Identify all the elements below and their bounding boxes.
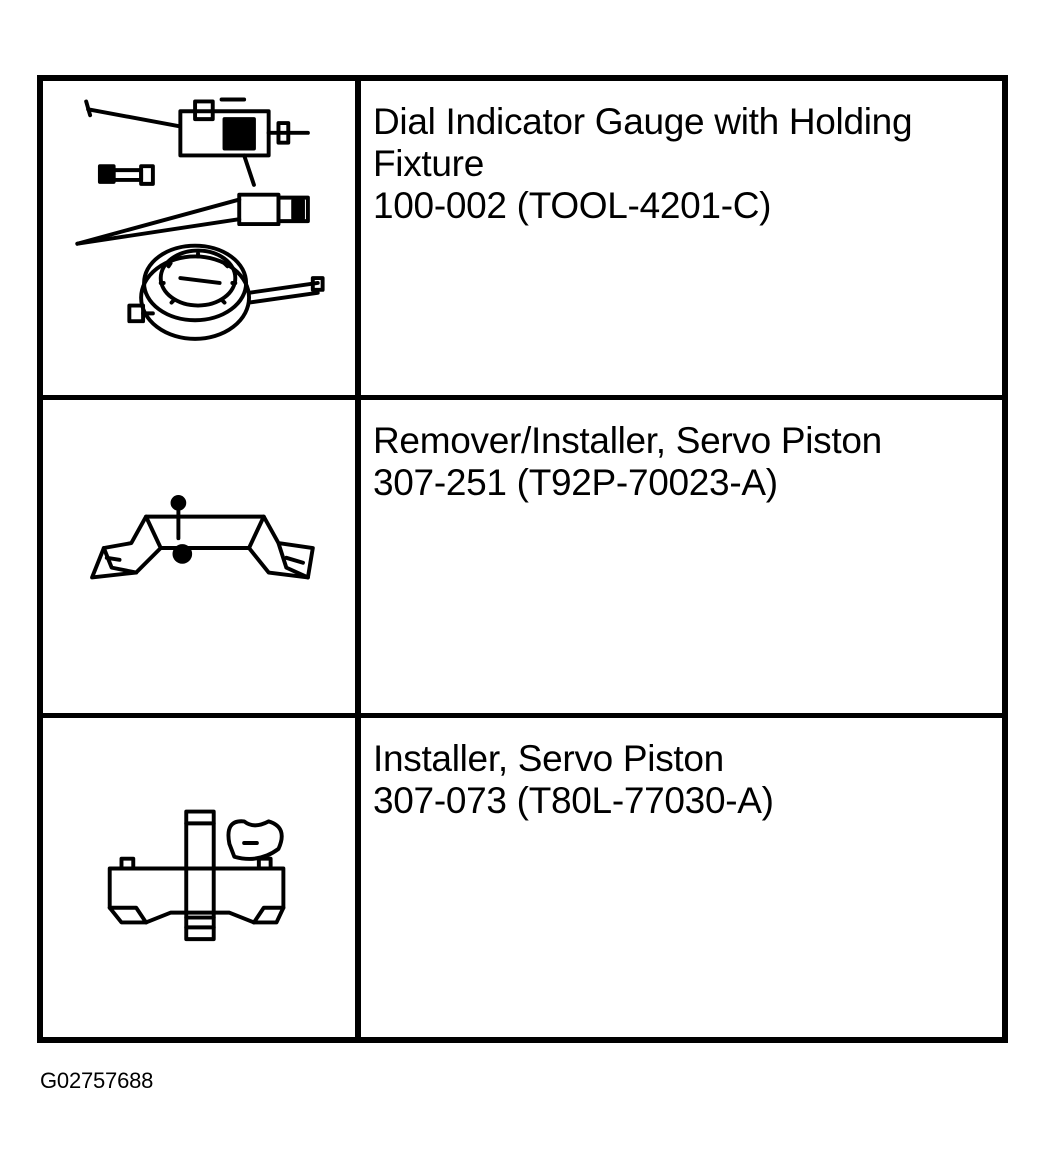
tool-description-installer xyxy=(361,718,1002,1037)
tool-name: Remover/Installer, Servo Piston xyxy=(373,419,882,461)
dial-indicator-gauge-icon xyxy=(43,81,355,395)
tool-number: 307-073 (T80L-77030-A) xyxy=(373,780,774,822)
tool-description-remover-installer xyxy=(361,400,1002,719)
figure-id: G02757688 xyxy=(40,1068,154,1093)
tool-name-continued: Fixture xyxy=(373,143,484,184)
tool-illustration-remover-installer xyxy=(43,400,361,719)
tool-number: 100-002 (TOOL-4201-C) xyxy=(373,185,772,226)
servo-piston-installer-icon xyxy=(43,718,355,1037)
servo-piston-remover-installer-icon xyxy=(43,400,355,714)
tool-number: 307-251 (T92P-70023-A) xyxy=(373,461,778,503)
tool-illustration-installer xyxy=(43,718,361,1037)
tool-name: Dial Indicator Gauge with Holding xyxy=(373,101,913,142)
tool-illustration-dial-indicator xyxy=(43,81,361,400)
tool-name: Installer, Servo Piston xyxy=(373,738,724,780)
tool-description-dial-indicator xyxy=(361,81,1002,400)
special-tools-table xyxy=(37,75,1008,1043)
